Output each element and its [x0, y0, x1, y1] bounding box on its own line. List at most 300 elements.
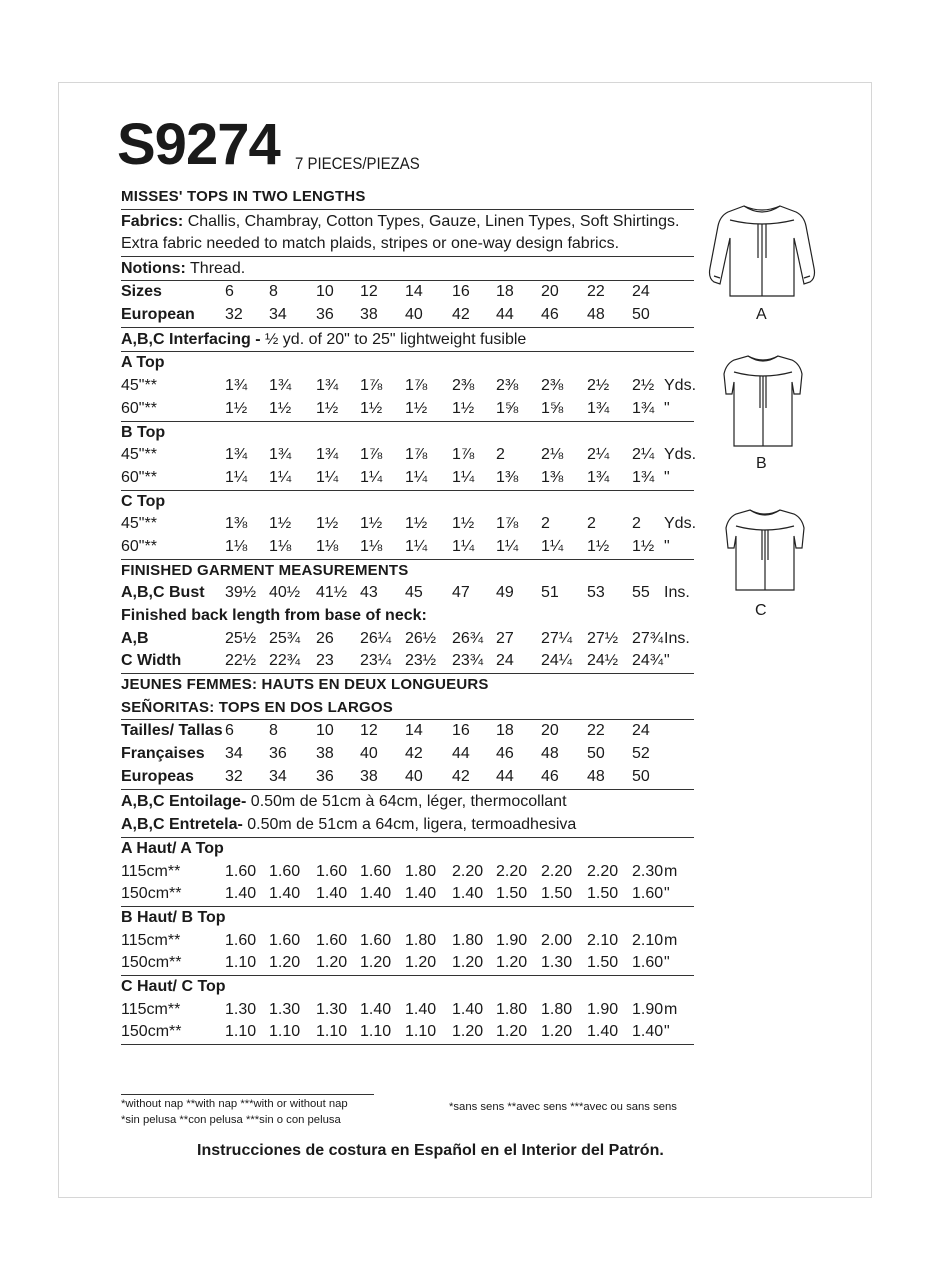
table-cell: 1.60 [360, 862, 392, 880]
table-cell: 1.60 [316, 931, 348, 949]
table-cell: 24 [632, 722, 650, 740]
table-cell: 23½ [405, 652, 437, 670]
entoilage-text: 0.50m de 51cm à 64cm, léger, thermocollant [246, 792, 567, 810]
unit-label: Yds. [664, 446, 697, 464]
view-heading: B Top [121, 423, 166, 441]
view-heading: A Haut/ A Top [121, 839, 224, 857]
table-cell: 2.10 [632, 931, 664, 949]
table-cell: 1.30 [316, 1000, 348, 1018]
metric-row [121, 999, 694, 1022]
footnote-spanish: *sin pelusa **con pelusa ***sin o con pelusa [121, 1114, 341, 1126]
bust-row [121, 582, 694, 605]
table-cell: 2⅛ [541, 446, 564, 464]
sizes-row [121, 281, 694, 304]
unit-label: " [664, 537, 670, 555]
table-cell: 1.10 [269, 1023, 301, 1041]
row-label: 60"** [121, 537, 157, 555]
table-cell: 46 [496, 745, 514, 763]
table-cell: 1½ [587, 537, 610, 555]
unit-label: " [664, 468, 670, 486]
table-cell: 10 [316, 283, 334, 301]
row-label: 60"** [121, 468, 157, 486]
row-label: 60"** [121, 399, 157, 417]
table-cell: 1.40 [405, 1000, 437, 1018]
table-cell: 26¾ [452, 629, 484, 647]
table-cell: 1.90 [496, 931, 528, 949]
view-heading: B Haut/ B Top [121, 908, 226, 926]
table-cell: 1⅜ [496, 468, 519, 486]
table-cell: 1.40 [405, 885, 437, 903]
table-cell: 1¾ [225, 377, 248, 395]
table-cell: 41½ [316, 584, 348, 602]
table-cell: 1.40 [316, 885, 348, 903]
english-title: MISSES' TOPS IN TWO LENGTHS [121, 188, 366, 205]
table-cell: 1.60 [360, 931, 392, 949]
table-cell: 42 [452, 306, 470, 324]
table-cell: 2⅜ [452, 377, 475, 395]
table-cell: 1¼ [452, 537, 475, 555]
table-cell: 1.60 [269, 931, 301, 949]
table-cell: 1¾ [587, 468, 610, 486]
row-label: C Width [121, 652, 182, 670]
table-cell: 36 [316, 306, 334, 324]
table-cell: 1.60 [225, 931, 257, 949]
unit-label: " [664, 399, 670, 417]
table-cell: 1.40 [452, 885, 484, 903]
table-cell: 27¼ [541, 629, 573, 647]
table-cell: 16 [452, 283, 470, 301]
row-label: 150cm** [121, 885, 182, 903]
table-cell: 50 [632, 767, 650, 785]
table-cell: 1¾ [632, 399, 655, 417]
length-table [121, 628, 694, 673]
table-cell: 1½ [452, 399, 475, 417]
table-cell: 6 [225, 283, 234, 301]
table-cell: 1¾ [587, 399, 610, 417]
table-cell: 1⅞ [360, 377, 383, 395]
table-cell: 25¾ [269, 629, 301, 647]
table-cell: 1.40 [360, 1000, 392, 1018]
row-label: 115cm** [121, 931, 181, 949]
finished-title: FINISHED GARMENT MEASUREMENTS [121, 561, 409, 579]
table-cell: 1.40 [587, 1023, 619, 1041]
table-cell: 2.20 [587, 862, 619, 880]
table-cell: 23¾ [452, 652, 484, 670]
tailles-row [121, 720, 694, 743]
table-cell: 10 [316, 722, 334, 740]
table-cell: 1.30 [269, 1000, 301, 1018]
table-cell: 40½ [269, 584, 301, 602]
table-cell: 22 [587, 722, 605, 740]
notions-text: Thread. [185, 259, 246, 277]
table-cell: 43 [360, 584, 378, 602]
footnote-english: *without nap **with nap ***with or without nap [121, 1098, 348, 1110]
row-label: 45"** [121, 377, 157, 395]
table-cell: 1.60 [632, 954, 664, 972]
table-cell: 8 [269, 283, 278, 301]
table-cell: 18 [496, 283, 514, 301]
table-cell: 2¼ [632, 446, 655, 464]
european-row [121, 304, 694, 327]
table-cell: 2⅜ [541, 377, 564, 395]
table-cell: 46 [541, 306, 559, 324]
table-cell: 24½ [587, 652, 619, 670]
view-b-label: B [756, 455, 767, 472]
table-cell: 1.80 [541, 1000, 573, 1018]
table-cell: 1.40 [225, 885, 257, 903]
table-cell: 2.20 [496, 862, 528, 880]
interfacing-label: A,B,C Interfacing - [121, 330, 261, 348]
table-cell: 1.20 [269, 954, 301, 972]
table-cell: 27¾ [632, 629, 664, 647]
table-cell: 1.10 [316, 1023, 348, 1041]
table-cell: 1⅞ [452, 446, 475, 464]
entretela-text: 0.50m de 51cm a 64cm, ligera, termoadhesiva [242, 816, 577, 834]
table-cell: 34 [269, 306, 287, 324]
divider [121, 1044, 694, 1045]
table-cell: 1½ [269, 515, 292, 533]
table-cell: 34 [269, 767, 287, 785]
table-cell: 27½ [587, 629, 619, 647]
row-label: 150cm** [121, 954, 182, 972]
row-label: Europeas [121, 767, 194, 785]
yardage-table [121, 352, 697, 559]
table-cell: 1⅝ [541, 399, 564, 417]
table-cell: 38 [360, 306, 378, 324]
piece-count: 7 PIECES/PIEZAS [295, 154, 420, 173]
table-cell: 1.60 [225, 862, 257, 880]
table-cell: 44 [496, 767, 514, 785]
table-cell: 1.20 [316, 954, 348, 972]
table-cell: 1¼ [405, 468, 428, 486]
table-cell: 32 [225, 306, 243, 324]
table-cell: 24¼ [541, 652, 573, 670]
table-cell: 2¼ [587, 446, 610, 464]
table-cell: 53 [587, 584, 605, 602]
table-cell: 1.30 [225, 1000, 257, 1018]
table-cell: 1.10 [225, 1023, 257, 1041]
table-cell: 1.20 [405, 954, 437, 972]
table-cell: 2½ [587, 377, 610, 395]
notions-paragraph [121, 257, 694, 281]
table-cell: 26¼ [360, 629, 392, 647]
table-cell: 1.80 [496, 1000, 528, 1018]
table-cell: 1¾ [225, 446, 248, 464]
metric-row [121, 952, 694, 975]
table-cell: 1.20 [360, 954, 392, 972]
yardage-row [121, 398, 694, 421]
table-cell: 32 [225, 767, 243, 785]
table-cell: 1½ [405, 399, 428, 417]
table-cell: 1⅛ [225, 537, 248, 555]
table-cell: 36 [316, 767, 334, 785]
unit-label: m [664, 862, 678, 880]
unit-label: Yds. [664, 377, 697, 395]
table-cell: 1½ [316, 399, 339, 417]
europeas-row [121, 766, 694, 789]
table-cell: 39½ [225, 584, 257, 602]
table-cell: 1.20 [496, 1023, 528, 1041]
back-length-label: Finished back length from base of neck: [121, 607, 427, 624]
table-cell: 1.90 [632, 1000, 664, 1018]
pattern-number: S9274 [117, 112, 280, 177]
table-cell: 1¼ [541, 537, 564, 555]
table-cell: 1¼ [225, 468, 248, 486]
english-section [121, 186, 697, 1045]
bust-table [121, 582, 694, 605]
table-cell: 24 [496, 652, 514, 670]
row-label: Sizes [121, 283, 162, 301]
view-heading: C Top [121, 492, 166, 510]
table-cell: 2.20 [452, 862, 484, 880]
table-cell: 36 [269, 745, 287, 763]
width-row [121, 650, 694, 673]
view-heading: C Haut/ C Top [121, 978, 226, 995]
spanish-instructions-note: Instrucciones de costura en Español en el Interior del Patrón. [197, 1142, 664, 1159]
table-cell: 1¾ [269, 446, 292, 464]
table-cell: 1½ [632, 537, 655, 555]
table-cell: 1⅛ [316, 537, 339, 555]
table-cell: 1⅞ [405, 446, 428, 464]
metric-table [121, 838, 694, 1045]
table-cell: 44 [452, 745, 470, 763]
table-cell: 1⅛ [269, 537, 292, 555]
table-cell: 24¾ [632, 652, 664, 670]
table-cell: 27 [496, 629, 514, 647]
table-cell: 14 [405, 722, 423, 740]
yardage-row [121, 513, 697, 536]
foreign-sizes-table [121, 720, 694, 788]
table-cell: 45 [405, 584, 423, 602]
table-cell: 1.20 [452, 954, 484, 972]
table-cell: 1.30 [541, 954, 573, 972]
table-cell: 26½ [405, 629, 437, 647]
table-cell: 1.20 [452, 1023, 484, 1041]
table-cell: 1½ [225, 399, 248, 417]
table-cell: 1¼ [452, 468, 475, 486]
table-cell: 1½ [405, 515, 428, 533]
table-cell: 1¼ [269, 468, 292, 486]
yardage-row [121, 444, 697, 467]
table-cell: 1.50 [587, 885, 619, 903]
metric-row [121, 861, 694, 884]
length-row [121, 628, 694, 651]
table-cell: 1⅝ [496, 399, 519, 417]
table-cell: 1¾ [632, 468, 655, 486]
view-a-label: A [756, 306, 767, 323]
yardage-row [121, 375, 697, 398]
table-cell: 47 [452, 584, 470, 602]
unit-label: " [664, 885, 670, 903]
fabrics-paragraph [121, 210, 694, 256]
table-cell: 1.40 [452, 1000, 484, 1018]
row-label: A,B,C Bust [121, 584, 205, 602]
table-cell: 49 [496, 584, 514, 602]
table-cell: 23 [316, 652, 334, 670]
unit-label: Yds. [664, 515, 697, 533]
footnote-french: *sans sens **avec sens ***avec ou sans sens [449, 1101, 677, 1113]
table-cell: 20 [541, 283, 559, 301]
table-cell: 1.80 [405, 931, 437, 949]
table-cell: 8 [269, 722, 278, 740]
unit-label: m [664, 931, 678, 949]
table-cell: 1¼ [405, 537, 428, 555]
table-cell: 1½ [269, 399, 292, 417]
table-cell: 12 [360, 283, 378, 301]
table-cell: 42 [452, 767, 470, 785]
table-cell: 26 [316, 629, 334, 647]
entoilage-label: A,B,C Entoilage- [121, 792, 247, 810]
divider [121, 1094, 374, 1095]
unit-label: " [664, 1023, 670, 1041]
table-cell: 1¾ [269, 377, 292, 395]
table-cell: 1¼ [360, 468, 383, 486]
table-cell: 1⅞ [496, 515, 519, 533]
table-cell: 1.50 [587, 954, 619, 972]
row-label: Françaises [121, 745, 205, 763]
table-cell: 1½ [360, 515, 383, 533]
table-cell: 42 [405, 745, 423, 763]
unit-label: " [664, 954, 670, 972]
row-label: A,B [121, 629, 149, 647]
table-cell: 51 [541, 584, 559, 602]
table-cell: 44 [496, 306, 514, 324]
view-c-label: C [755, 602, 767, 619]
table-cell: 20 [541, 722, 559, 740]
table-cell: 40 [405, 767, 423, 785]
table-cell: 1.50 [541, 885, 573, 903]
row-label: 115cm** [121, 1000, 181, 1018]
metric-row [121, 930, 694, 953]
table-cell: 22¾ [269, 652, 301, 670]
row-label: European [121, 306, 195, 324]
table-cell: 1⅜ [541, 468, 564, 486]
table-cell: 1.10 [360, 1023, 392, 1041]
table-cell: 1⅜ [225, 515, 248, 533]
table-cell: 1.10 [225, 954, 257, 972]
table-cell: 1.50 [496, 885, 528, 903]
table-cell: 14 [405, 283, 423, 301]
unit-label: " [664, 652, 670, 670]
row-label: 115cm** [121, 862, 181, 880]
table-cell: 52 [632, 745, 650, 763]
row-label: 150cm** [121, 1023, 182, 1041]
view-a-sketch [706, 198, 818, 302]
interfacing-text: ½ yd. of 20" to 25" lightweight fusible [260, 330, 527, 348]
table-cell: 1.20 [496, 954, 528, 972]
unit-label: m [664, 1000, 678, 1018]
table-cell: 1½ [452, 515, 475, 533]
row-label: Tailles/ Tallas [121, 722, 223, 740]
table-cell: 1.80 [452, 931, 484, 949]
table-cell: 22½ [225, 652, 257, 670]
table-cell: 34 [225, 745, 243, 763]
entoilage-paragraph [121, 790, 694, 814]
table-cell: 2½ [632, 377, 655, 395]
table-cell: 1.60 [269, 862, 301, 880]
metric-row [121, 1021, 694, 1044]
row-label: 45"** [121, 515, 157, 533]
table-cell: 1¾ [316, 377, 339, 395]
table-cell: 40 [405, 306, 423, 324]
row-label: 45"** [121, 446, 157, 464]
table-cell: 48 [587, 767, 605, 785]
table-cell: 1⅞ [360, 446, 383, 464]
table-cell: 2 [632, 515, 641, 533]
table-cell: 1½ [360, 399, 383, 417]
spanish-title: SEÑORITAS: TOPS EN DOS LARGOS [121, 698, 393, 716]
table-cell: 50 [632, 306, 650, 324]
table-cell: 1.80 [405, 862, 437, 880]
fabrics-label: Fabrics: [121, 212, 184, 230]
francaises-row [121, 743, 694, 766]
yardage-row [121, 467, 694, 490]
table-cell: 2.00 [541, 931, 573, 949]
entretela-label: A,B,C Entretela- [121, 816, 243, 834]
table-cell: 38 [360, 767, 378, 785]
table-cell: 2.20 [541, 862, 573, 880]
table-cell: 50 [587, 745, 605, 763]
fabrics-text: Challis, Chambray, Cotton Types, Gauze, Linen Types, Soft Shirtings. Extra fabric needed to match plaids, stripes or one-way design fabrics. [121, 212, 680, 253]
table-cell: 2.30 [632, 862, 664, 880]
table-cell: 23¼ [360, 652, 392, 670]
table-cell: 1.10 [405, 1023, 437, 1041]
table-cell: 1⅞ [405, 377, 428, 395]
yardage-row [121, 536, 694, 559]
table-cell: 1.90 [587, 1000, 619, 1018]
table-cell: 40 [360, 745, 378, 763]
notions-label: Notions: [121, 259, 186, 277]
table-cell: 55 [632, 584, 650, 602]
table-cell: 1.40 [360, 885, 392, 903]
table-cell: 24 [632, 283, 650, 301]
table-cell: 46 [541, 767, 559, 785]
table-cell: 38 [316, 745, 334, 763]
table-cell: 22 [587, 283, 605, 301]
french-title: JEUNES FEMMES: HAUTS EN DEUX LONGUEURS [121, 676, 489, 694]
view-c-sketch [724, 506, 806, 594]
table-cell: 6 [225, 722, 234, 740]
table-cell: 18 [496, 722, 514, 740]
unit-label: Ins. [664, 584, 690, 602]
sizes-table [121, 281, 694, 326]
table-cell: 1.40 [269, 885, 301, 903]
table-cell: 1.20 [541, 1023, 573, 1041]
table-cell: 1¾ [316, 446, 339, 464]
table-cell: 1¼ [316, 468, 339, 486]
table-cell: 1.60 [316, 862, 348, 880]
interfacing-paragraph [121, 328, 694, 352]
table-cell: 48 [541, 745, 559, 763]
table-cell: 1.60 [632, 885, 664, 903]
table-cell: 1⅛ [360, 537, 383, 555]
table-cell: 25½ [225, 629, 257, 647]
table-cell: 2.10 [587, 931, 619, 949]
metric-row [121, 883, 694, 906]
view-heading: A Top [121, 354, 165, 372]
table-cell: 1½ [316, 515, 339, 533]
table-cell: 12 [360, 722, 378, 740]
view-b-sketch [722, 352, 804, 450]
entretela-paragraph [121, 813, 694, 837]
table-cell: 1¼ [496, 537, 519, 555]
table-cell: 2 [496, 446, 505, 464]
table-cell: 1.40 [632, 1023, 664, 1041]
table-cell: 2 [541, 515, 550, 533]
table-cell: 2⅜ [496, 377, 519, 395]
unit-label: Ins. [664, 629, 690, 647]
table-cell: 2 [587, 515, 596, 533]
